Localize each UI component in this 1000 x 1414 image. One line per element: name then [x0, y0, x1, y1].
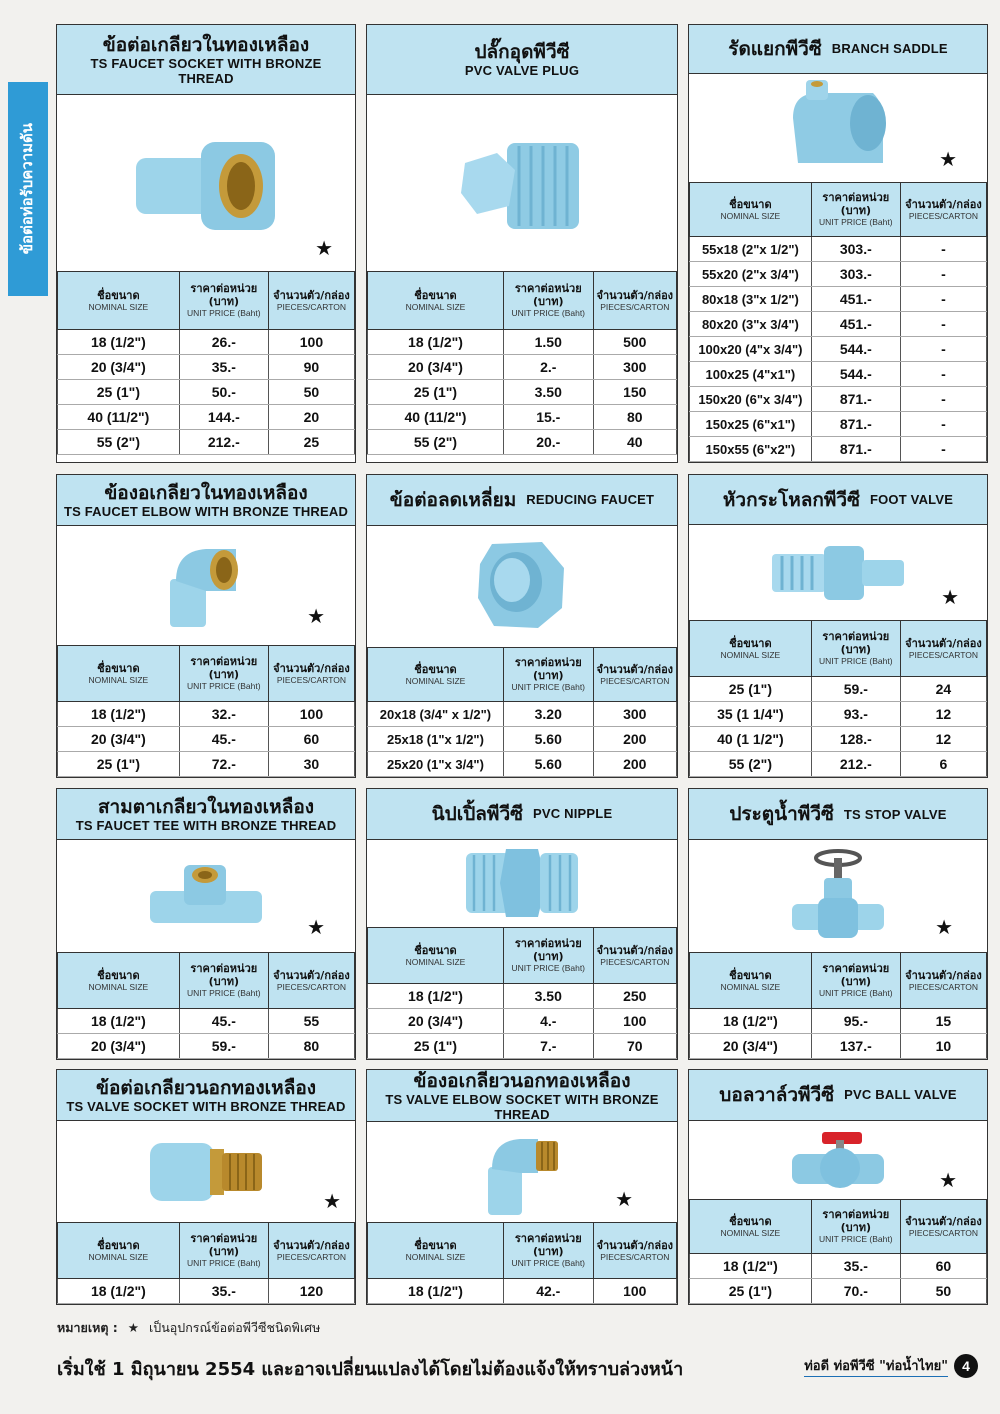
table-cell: 25 (1") — [58, 380, 180, 405]
column-header: ราคาต่อหน่วย (บาท) UNIT PRICE (Baht) — [179, 272, 268, 330]
table-cell: 25x20 (1"x 3/4") — [368, 752, 504, 777]
special-star-icon: ★ — [323, 1191, 341, 1213]
table-row — [58, 702, 355, 727]
price-table — [367, 647, 677, 777]
table-row — [690, 412, 987, 437]
product-name-en: PVC NIPPLE — [533, 806, 613, 822]
table-row — [690, 337, 987, 362]
table-cell: 3.20 — [503, 702, 593, 727]
table-cell: 3.50 — [503, 984, 593, 1009]
table-cell: 35.- — [179, 355, 268, 380]
product-photo — [689, 74, 987, 182]
table-cell: 80 — [593, 405, 676, 430]
card-header — [689, 475, 987, 525]
column-header: จำนวนตัว/กล่อง PIECES/CARTON — [268, 272, 354, 330]
table-row — [368, 430, 677, 455]
product-name-th: ข้องอเกลียวนอกทองเหลือง — [413, 1069, 631, 1092]
product-name-en: REDUCING FAUCET — [526, 492, 655, 508]
table-cell: 303.- — [811, 237, 900, 262]
price-table — [367, 1222, 677, 1304]
table-cell: 18 (1/2") — [58, 1279, 180, 1304]
table-row — [368, 984, 677, 1009]
table-cell: 55x20 (2"x 3/4") — [690, 262, 812, 287]
card-header — [57, 25, 355, 95]
product-card-ball-valve — [688, 1069, 988, 1305]
column-header: ราคาต่อหน่วย (บาท) UNIT PRICE (Baht) — [503, 928, 593, 984]
table-cell: 20 (3/4") — [58, 355, 180, 380]
table-cell: 70.- — [811, 1279, 900, 1304]
footnote — [57, 1318, 320, 1338]
column-header: ราคาต่อหน่วย (บาท) UNIT PRICE (Baht) — [179, 1223, 268, 1279]
column-header: จำนวนตัว/กล่อง PIECES/CARTON — [900, 183, 986, 237]
product-photo — [689, 1121, 987, 1199]
card-header — [57, 475, 355, 526]
table-row — [58, 330, 355, 355]
table-row — [690, 312, 987, 337]
product-photo — [689, 525, 987, 620]
column-header: ชื่อขนาด NOMINAL SIZE — [58, 1223, 180, 1279]
table-cell: 20 (3/4") — [58, 1034, 180, 1059]
table-cell: - — [900, 237, 986, 262]
special-star-icon: ★ — [939, 149, 957, 171]
table-row — [690, 437, 987, 462]
column-header: ชื่อขนาด NOMINAL SIZE — [58, 953, 180, 1009]
table-cell: 7.- — [503, 1034, 593, 1059]
table-row — [368, 405, 677, 430]
column-header: ชื่อขนาด NOMINAL SIZE — [690, 953, 812, 1009]
product-photo — [367, 526, 677, 647]
column-header: ชื่อขนาด NOMINAL SIZE — [58, 646, 180, 702]
table-cell: 20x18 (3/4" x 1/2") — [368, 702, 504, 727]
table-cell: 10 — [900, 1034, 986, 1059]
special-star-icon: ★ — [307, 917, 325, 939]
special-star-icon: ★ — [307, 606, 325, 628]
card-header — [57, 789, 355, 840]
product-card-valve-socket — [56, 1069, 356, 1305]
product-name-en: PVC BALL VALVE — [844, 1087, 957, 1103]
table-cell: 40 (11/2") — [368, 405, 504, 430]
column-header: ราคาต่อหน่วย (บาท) UNIT PRICE (Baht) — [179, 646, 268, 702]
table-cell: 2.- — [503, 355, 593, 380]
card-header — [367, 789, 677, 840]
effective-date-notice: เริ่มใช้ 1 มิถุนายน 2554 และอาจเปลี่ยนแปลงได้โดยไม่ต้องแจ้งให้ทราบล่วงหน้า — [57, 1359, 684, 1380]
product-card-foot-valve — [688, 474, 988, 778]
column-header: จำนวนตัว/กล่อง PIECES/CARTON — [268, 953, 354, 1009]
product-name-th: สามตาเกลียวในทองเหลือง — [97, 795, 315, 818]
table-cell: 26.- — [179, 330, 268, 355]
column-header: ราคาต่อหน่วย (บาท) UNIT PRICE (Baht) — [503, 648, 593, 702]
brand-slogan — [804, 1354, 978, 1378]
page-number: 4 — [954, 1354, 978, 1378]
table-cell: 50.- — [179, 380, 268, 405]
table-cell: 45.- — [179, 1009, 268, 1034]
table-cell: 100 — [593, 1279, 676, 1304]
table-cell: 95.- — [811, 1009, 900, 1034]
product-card-faucet-socket — [56, 24, 356, 463]
product-photo — [57, 526, 355, 645]
table-cell: 250 — [593, 984, 676, 1009]
pvc-nipple-image — [462, 843, 582, 923]
table-cell: 200 — [593, 752, 676, 777]
table-cell: 40 (1 1/2") — [690, 727, 812, 752]
column-header: ราคาต่อหน่วย (บาท) UNIT PRICE (Baht) — [179, 953, 268, 1009]
product-photo — [689, 840, 987, 952]
product-card-faucet-elbow — [56, 474, 356, 778]
column-header: ราคาต่อหน่วย (บาท) UNIT PRICE (Baht) — [811, 183, 900, 237]
card-header — [367, 475, 677, 526]
section-side-tab — [8, 82, 48, 296]
table-cell: 80 — [268, 1034, 354, 1059]
product-name-th: ข้อต่อเกลียวในทองเหลือง — [102, 33, 310, 56]
column-header: ชื่อขนาด NOMINAL SIZE — [368, 648, 504, 702]
side-tab-label: ข้อต่อท่อรับความดัน — [19, 123, 36, 255]
table-cell: 500 — [593, 330, 676, 355]
table-cell: 150x20 (6"x 3/4") — [690, 387, 812, 412]
price-table — [367, 927, 677, 1059]
table-cell: 55 — [268, 1009, 354, 1034]
price-table — [689, 1199, 987, 1304]
card-header — [367, 1070, 677, 1122]
star-icon: ★ — [127, 1320, 140, 1335]
table-row — [690, 287, 987, 312]
card-header — [57, 1070, 355, 1121]
product-name-th: ปลั๊กอุดพีวีซี — [474, 41, 570, 63]
table-cell: 451.- — [811, 287, 900, 312]
special-star-icon: ★ — [939, 1170, 957, 1192]
table-cell: 100 — [593, 1009, 676, 1034]
table-cell: 25 (1") — [690, 1279, 812, 1304]
table-cell: 12 — [900, 702, 986, 727]
table-cell: 42.- — [503, 1279, 593, 1304]
branch-saddle-image — [778, 78, 898, 178]
column-header: ชื่อขนาด NOMINAL SIZE — [690, 183, 812, 237]
table-cell: - — [900, 362, 986, 387]
price-table — [57, 271, 355, 455]
table-cell: 150x25 (6"x1") — [690, 412, 812, 437]
table-row — [368, 752, 677, 777]
table-row — [690, 1254, 987, 1279]
table-cell: 35.- — [811, 1254, 900, 1279]
table-row — [690, 1034, 987, 1059]
table-cell: 30 — [268, 752, 354, 777]
ball-valve-image — [788, 1128, 888, 1192]
card-header — [689, 1070, 987, 1121]
foot-valve-image — [768, 538, 908, 608]
price-table — [57, 952, 355, 1059]
table-cell: 100x20 (4"x 3/4") — [690, 337, 812, 362]
table-cell: 18 (1/2") — [368, 984, 504, 1009]
table-cell: - — [900, 287, 986, 312]
table-row — [368, 1034, 677, 1059]
product-photo — [367, 840, 677, 927]
table-row — [58, 355, 355, 380]
column-header: จำนวนตัว/กล่อง PIECES/CARTON — [268, 646, 354, 702]
table-row — [368, 702, 677, 727]
table-cell: 20 (3/4") — [58, 727, 180, 752]
table-cell: - — [900, 312, 986, 337]
product-photo — [57, 840, 355, 952]
table-row — [690, 727, 987, 752]
table-cell: 100x25 (4"x1") — [690, 362, 812, 387]
table-cell: 72.- — [179, 752, 268, 777]
table-cell: 18 (1/2") — [690, 1009, 812, 1034]
card-header — [689, 789, 987, 840]
product-name-th: บอลวาล์วพีวีซี — [719, 1083, 835, 1106]
column-header: จำนวนตัว/กล่อง PIECES/CARTON — [593, 648, 676, 702]
valve-plug-image — [457, 128, 587, 238]
price-table — [57, 645, 355, 777]
table-cell: 871.- — [811, 437, 900, 462]
table-cell: 80x18 (3"x 1/2") — [690, 287, 812, 312]
table-cell: 100 — [268, 702, 354, 727]
table-cell: 212.- — [811, 752, 900, 777]
table-row — [690, 262, 987, 287]
table-cell: 70 — [593, 1034, 676, 1059]
table-cell: 300 — [593, 702, 676, 727]
table-cell: 451.- — [811, 312, 900, 337]
table-row — [690, 752, 987, 777]
product-name-en: FOOT VALVE — [869, 492, 954, 508]
card-header — [689, 25, 987, 74]
table-cell: 128.- — [811, 727, 900, 752]
product-card-valve-plug — [366, 24, 678, 463]
product-name-en: TS STOP VALVE — [843, 806, 947, 822]
table-cell: 25 (1") — [690, 677, 812, 702]
product-photo — [367, 95, 677, 271]
product-name-th: นิปเปิ้ลพีวีซี — [431, 802, 524, 825]
special-star-icon: ★ — [315, 238, 333, 260]
product-name-th: ประตูน้ำพีวีซี — [729, 803, 834, 826]
table-cell: 40 — [593, 430, 676, 455]
column-header: ชื่อขนาด NOMINAL SIZE — [690, 1200, 812, 1254]
product-name-en: TS FAUCET ELBOW WITH BRONZE THREAD — [63, 503, 349, 519]
column-header: ราคาต่อหน่วย (บาท) UNIT PRICE (Baht) — [503, 272, 593, 330]
table-cell: 35.- — [179, 1279, 268, 1304]
table-cell: 6 — [900, 752, 986, 777]
table-cell: 5.60 — [503, 752, 593, 777]
product-name-en: TS FAUCET SOCKET WITH BRONZE THREAD — [90, 55, 322, 86]
table-cell: 18 (1/2") — [368, 330, 504, 355]
product-name-th: ข้อต่อเกลียวนอกทองเหลือง — [95, 1076, 317, 1099]
product-name-en: PVC VALVE PLUG — [464, 63, 580, 78]
table-cell: 15 — [900, 1009, 986, 1034]
table-cell: 45.- — [179, 727, 268, 752]
table-cell: 100 — [268, 330, 354, 355]
table-cell: 59.- — [811, 677, 900, 702]
table-cell: - — [900, 337, 986, 362]
table-cell: 18 (1/2") — [58, 702, 180, 727]
column-header: จำนวนตัว/กล่อง PIECES/CARTON — [900, 1200, 986, 1254]
table-cell: 50 — [268, 380, 354, 405]
price-table — [689, 620, 987, 777]
table-cell: 25 — [268, 430, 354, 455]
table-cell: 120 — [268, 1279, 354, 1304]
table-cell: 55 (2") — [368, 430, 504, 455]
table-cell: 137.- — [811, 1034, 900, 1059]
table-cell: 18 (1/2") — [690, 1254, 812, 1279]
table-cell: 300 — [593, 355, 676, 380]
table-cell: 59.- — [179, 1034, 268, 1059]
table-row — [690, 387, 987, 412]
table-cell: 871.- — [811, 412, 900, 437]
stop-valve-image — [788, 846, 888, 946]
table-cell: 544.- — [811, 362, 900, 387]
column-header: ราคาต่อหน่วย (บาท) UNIT PRICE (Baht) — [811, 621, 900, 677]
table-cell: - — [900, 387, 986, 412]
table-cell: 32.- — [179, 702, 268, 727]
price-table — [689, 182, 987, 462]
table-cell: 55x18 (2"x 1/2") — [690, 237, 812, 262]
table-row — [368, 727, 677, 752]
product-name-th: รัดแยกพีวีซี — [728, 37, 822, 60]
table-cell: 20 (3/4") — [368, 355, 504, 380]
table-cell: 212.- — [179, 430, 268, 455]
table-row — [58, 1009, 355, 1034]
table-cell: - — [900, 412, 986, 437]
column-header: จำนวนตัว/กล่อง PIECES/CARTON — [900, 953, 986, 1009]
product-photo — [57, 1121, 355, 1222]
product-card-faucet-tee — [56, 788, 356, 1060]
table-cell: - — [900, 262, 986, 287]
column-header: จำนวนตัว/กล่อง PIECES/CARTON — [593, 272, 676, 330]
table-cell: 18 (1/2") — [58, 330, 180, 355]
table-cell: 90 — [268, 355, 354, 380]
table-cell: 4.- — [503, 1009, 593, 1034]
table-cell: 544.- — [811, 337, 900, 362]
table-cell: 25 (1") — [368, 1034, 504, 1059]
table-cell: 60 — [268, 727, 354, 752]
table-row — [368, 380, 677, 405]
column-header: ชื่อขนาด NOMINAL SIZE — [368, 272, 504, 330]
table-cell: 303.- — [811, 262, 900, 287]
price-table — [689, 952, 987, 1059]
table-row — [690, 1009, 987, 1034]
product-card-stop-valve — [688, 788, 988, 1060]
table-cell: 150x55 (6"x2") — [690, 437, 812, 462]
card-header — [367, 25, 677, 95]
table-cell: 40 (11/2") — [58, 405, 180, 430]
table-row — [690, 702, 987, 727]
table-row — [690, 237, 987, 262]
product-card-pvc-nipple — [366, 788, 678, 1060]
faucet-elbow-image — [166, 541, 246, 631]
special-star-icon: ★ — [615, 1189, 633, 1211]
special-star-icon: ★ — [935, 917, 953, 939]
column-header: จำนวนตัว/กล่อง PIECES/CARTON — [593, 1223, 676, 1279]
table-cell: 5.60 — [503, 727, 593, 752]
product-name-th: ข้อต่อลดเหลี่ยม — [389, 488, 517, 511]
table-row — [368, 330, 677, 355]
table-row — [368, 355, 677, 380]
column-header: ราคาต่อหน่วย (บาท) UNIT PRICE (Baht) — [811, 1200, 900, 1254]
table-row — [58, 752, 355, 777]
price-table — [367, 271, 677, 455]
column-header: จำนวนตัว/กล่อง PIECES/CARTON — [900, 621, 986, 677]
table-cell: - — [900, 437, 986, 462]
table-row — [58, 430, 355, 455]
table-cell: 20 (3/4") — [368, 1009, 504, 1034]
table-row — [58, 1034, 355, 1059]
valve-socket-image — [146, 1137, 266, 1207]
footnote-text: เป็นอุปกรณ์ข้อต่อพีวีซีชนิดพิเศษ — [149, 1320, 321, 1335]
faucet-socket-image — [131, 128, 281, 238]
table-row — [368, 1279, 677, 1304]
special-star-icon: ★ — [941, 587, 959, 609]
table-cell: 150 — [593, 380, 676, 405]
column-header: ราคาต่อหน่วย (บาท) UNIT PRICE (Baht) — [811, 953, 900, 1009]
table-cell: 80x20 (3"x 3/4") — [690, 312, 812, 337]
table-cell: 20.- — [503, 430, 593, 455]
price-table — [57, 1222, 355, 1304]
product-name-th: หัวกระโหลกพีวีซี — [722, 488, 860, 511]
table-cell: 1.50 — [503, 330, 593, 355]
table-cell: 25x18 (1"x 1/2") — [368, 727, 504, 752]
column-header: ราคาต่อหน่วย (บาท) UNIT PRICE (Baht) — [503, 1223, 593, 1279]
reducing-faucet-image — [472, 538, 572, 634]
table-cell: 20 — [268, 405, 354, 430]
column-header: ชื่อขนาด NOMINAL SIZE — [58, 272, 180, 330]
table-cell: 20 (3/4") — [690, 1034, 812, 1059]
product-name-th: ข้องอเกลียวในทองเหลือง — [104, 481, 308, 504]
column-header: ชื่อขนาด NOMINAL SIZE — [368, 1223, 504, 1279]
table-row — [58, 1279, 355, 1304]
table-cell: 15.- — [503, 405, 593, 430]
table-cell: 93.- — [811, 702, 900, 727]
table-row — [690, 677, 987, 702]
column-header: จำนวนตัว/กล่อง PIECES/CARTON — [268, 1223, 354, 1279]
product-name-en: TS FAUCET TEE WITH BRONZE THREAD — [75, 817, 337, 833]
table-cell: 50 — [900, 1279, 986, 1304]
product-card-branch-saddle — [688, 24, 988, 463]
product-photo — [57, 95, 355, 271]
table-row — [58, 727, 355, 752]
product-card-valve-elbow-socket — [366, 1069, 678, 1305]
table-cell: 24 — [900, 677, 986, 702]
table-row — [368, 1009, 677, 1034]
table-cell: 18 (1/2") — [58, 1009, 180, 1034]
product-name-en: BRANCH SADDLE — [831, 41, 948, 57]
table-cell: 55 (2") — [690, 752, 812, 777]
table-row — [58, 405, 355, 430]
table-cell: 25 (1") — [58, 752, 180, 777]
table-row — [690, 1279, 987, 1304]
table-cell: 18 (1/2") — [368, 1279, 504, 1304]
table-cell: 60 — [900, 1254, 986, 1279]
product-name-en: TS VALVE SOCKET WITH BRONZE THREAD — [66, 1098, 346, 1114]
column-header: ชื่อขนาด NOMINAL SIZE — [368, 928, 504, 984]
slogan-text: ท่อดี ท่อพีวีซี "ท่อน้ำไทย" — [804, 1355, 948, 1377]
table-cell: 3.50 — [503, 380, 593, 405]
table-row — [690, 362, 987, 387]
table-cell: 25 (1") — [368, 380, 504, 405]
product-name-en: TS VALVE ELBOW SOCKET WITH BRONZE THREAD — [385, 1091, 659, 1122]
faucet-tee-image — [146, 861, 266, 931]
valve-elbow-socket-image — [482, 1127, 562, 1217]
column-header: ชื่อขนาด NOMINAL SIZE — [690, 621, 812, 677]
table-cell: 12 — [900, 727, 986, 752]
table-cell: 55 (2") — [58, 430, 180, 455]
table-cell: 200 — [593, 727, 676, 752]
product-photo — [367, 1122, 677, 1222]
product-card-reducing-faucet — [366, 474, 678, 778]
table-cell: 871.- — [811, 387, 900, 412]
table-cell: 144.- — [179, 405, 268, 430]
footnote-label: หมายเหตุ : — [57, 1320, 118, 1335]
table-row — [58, 380, 355, 405]
table-cell: 35 (1 1/4") — [690, 702, 812, 727]
column-header: จำนวนตัว/กล่อง PIECES/CARTON — [593, 928, 676, 984]
